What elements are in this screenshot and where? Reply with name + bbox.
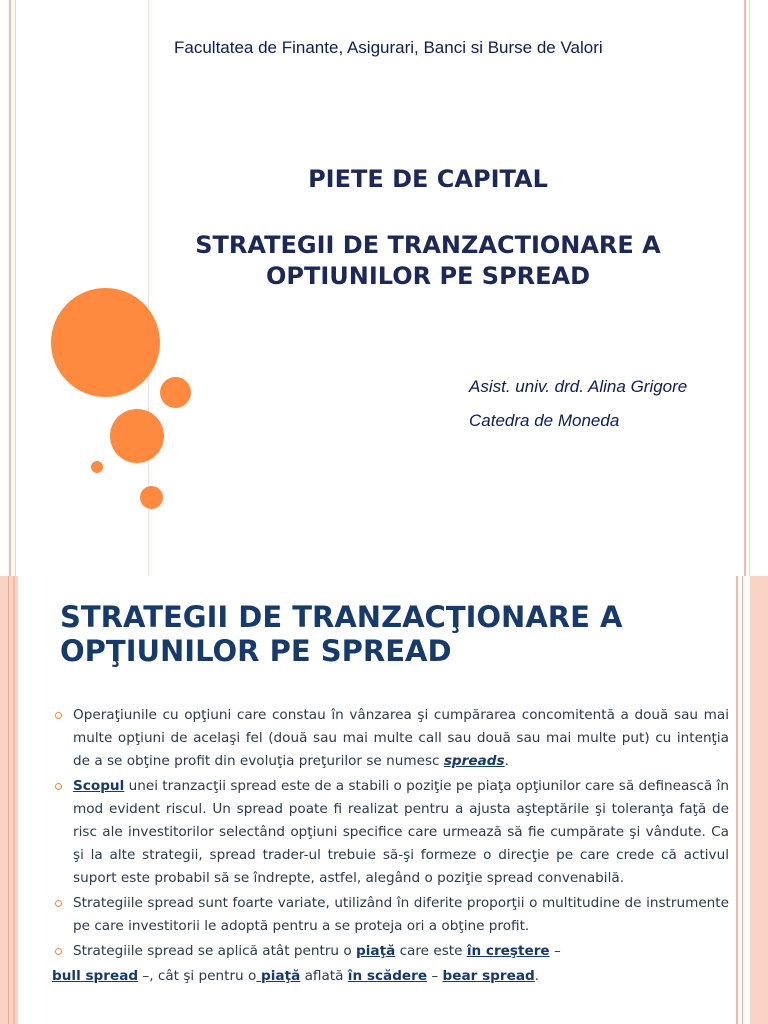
slide-border-line-left-2 <box>13 576 15 1024</box>
slide-border-left-thin <box>15 0 16 576</box>
slide-border-line-right-2 <box>742 576 743 1024</box>
bullet-circle-icon <box>55 900 62 907</box>
slide-border-band-left <box>0 576 18 1024</box>
faculty-name: Facultatea de Finante, Asigurari, Banci si Burse de Valori <box>174 38 603 57</box>
slide-border-line-left <box>8 576 9 1024</box>
bullet-3-text: Strategiile spread sunt foarte variate, utilizând în diferite proporţii o multitudine de instrumente pe care investitorii le adoptă pentru a se proteja ori a obţine profit. <box>73 895 729 934</box>
bear-spread-link[interactable]: bear spread <box>442 968 535 984</box>
bull-spread-link[interactable]: bull spread <box>52 968 139 984</box>
bullet-circle-icon <box>55 712 62 719</box>
slide-title-line2: OPŢIUNILOR PE SPREAD <box>60 634 452 668</box>
slide-title <box>60 600 622 668</box>
presentation-title-line2: OPTIUNILOR PE SPREAD <box>265 262 591 290</box>
bullet-item-1 <box>53 704 729 773</box>
presentation-title <box>150 230 706 292</box>
bullet-4-text-f: – <box>427 968 443 984</box>
bullet-1-text: Operaţiunile cu opţiuni care constau în vânzarea şi cumpărarea concomitentă a două sau mai multe opţiuni de acelaşi fel (două sau mai multe call sau două sau mai multe put) cu intenţia de a se obţine profit din evoluţia preţurilor se numesc <box>73 707 729 769</box>
slide-border-right <box>744 0 746 576</box>
slide-title-line1: STRATEGII DE TRANZACŢIONARE A <box>60 600 623 634</box>
bullet-item-2 <box>53 775 729 890</box>
bullet-4-text-a: Strategiile spread se aplică atât pentru o <box>73 943 357 959</box>
bullet-4-text-c: – <box>549 943 561 959</box>
in-scadere-link[interactable]: în scădere <box>347 968 428 984</box>
decorative-circle-small-bottom <box>140 486 163 509</box>
presentation-title-line1: STRATEGII DE TRANZACTIONARE A <box>195 231 661 259</box>
slide-border-band-right <box>750 576 768 1024</box>
content-slide <box>0 576 768 1024</box>
course-title: PIETE DE CAPITAL <box>308 165 548 193</box>
bullet-4-text-e: aflată <box>300 968 348 984</box>
scopul-link[interactable]: Scopul <box>73 778 125 794</box>
bullet-2-text: unei tranzacţii spread este de a stabili o poziţie pe piaţa opţiunilor care să definească în mod evident riscul. Un spread poate fi realizat pentru a ajusta aşteptările şi toleranţa faţă de risc ale investitorilor selectând opţiuni specifice care urmează să fie cumpărate şi vândute. Ca şi la alte strategii, spread trader-ul trebuie să-şi formeze o direcţie pe care crede că activul suport este probabil să se îndrepte, astfel, alegând o poziţie spread convenabilă. <box>73 778 729 886</box>
bullet-item-4 <box>53 940 729 963</box>
department-name: Catedra de Moneda <box>469 411 620 430</box>
author-name: Asist. univ. drd. Alina Grigore <box>469 377 688 396</box>
bullet-circle-icon <box>55 948 62 955</box>
slide-border-left <box>9 0 11 576</box>
bullet-4-text-g: . <box>534 968 540 984</box>
decorative-circle-tiny <box>91 461 103 473</box>
bullet-4-text-d: –, cât şi pentru o <box>138 968 257 984</box>
decorative-circle-medium <box>110 409 164 463</box>
slide-border-right-thin <box>749 0 750 576</box>
in-crestere-link[interactable]: în creştere <box>466 943 550 959</box>
decorative-circle-small <box>160 377 191 408</box>
piata-link-2[interactable]: piaţă <box>256 968 301 984</box>
bullet-item-3 <box>53 892 729 938</box>
bullet-circle-icon <box>55 783 62 790</box>
piata-link[interactable]: piaţă <box>356 943 396 959</box>
bullet-item-4-continuation <box>52 965 729 988</box>
bullet-list <box>53 704 729 988</box>
slide-border-line-right <box>736 576 738 1024</box>
bullet-1-end: . <box>504 753 509 769</box>
bullet-4-text-b: care este <box>395 943 467 959</box>
decorative-circle-large <box>51 288 160 397</box>
spreads-link[interactable]: spreads <box>443 753 505 769</box>
